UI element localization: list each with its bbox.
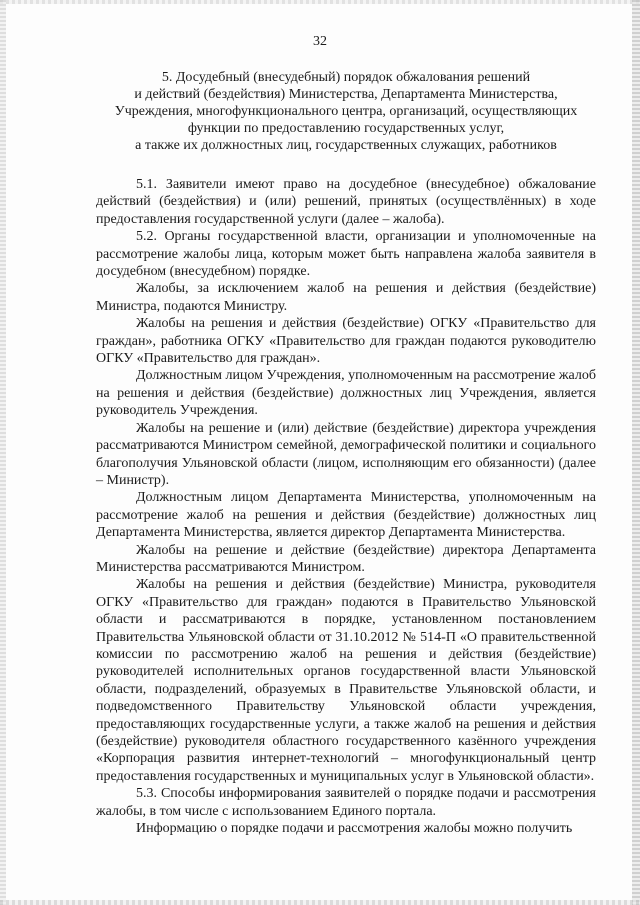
section-heading-line: и действий (бездействия) Министерства, Департамента Министерства,	[134, 87, 558, 102]
paragraph: Жалобы на решение и действие (бездействие) директора Департамента Министерства рассматриваются Министром.	[96, 542, 596, 575]
scan-edge-top	[0, 0, 640, 4]
scan-edge-right	[632, 0, 640, 905]
paragraph: Должностным лицом Учреждения, уполномоченным на рассмотрение жалоб на решения и действия (бездействие) должностных лиц Учреждения, является руководитель Учреждения.	[96, 368, 596, 419]
paragraph: Жалобы, за исключением жалоб на решения и действия (бездействие) Министра, подаются Министру.	[96, 281, 596, 314]
paragraph: Жалобы на решение и (или) действие (бездействие) директора учреждения рассматриваются Министром семейной, демографической политики и социального благополучия Ульяновской области (лицом, исполняющим его обязанности) (далее – Министр).	[96, 420, 596, 488]
page-number: 32	[313, 34, 327, 49]
paragraph: Жалобы на решения и действия (бездействие) ОГКУ «Правительство для граждан», работника ОГКУ «Правительство для граждан подаются руководителю ОГКУ «Правительство для граждан».	[96, 316, 596, 367]
paragraph: Должностным лицом Департамента Министерства, уполномоченным на рассмотрение жалоб на решения и действия (бездействие) должностных лиц Департамента Министерства, является директор Департамента Министерства.	[96, 490, 596, 541]
paragraph-5-1: 5.1. Заявители имеют право на досудебное (внесудебное) обжалование действий (бездействия) и (или) решений, принятых (осуществлённых) в ходе предоставления государственной услуги (далее – жалоба).	[96, 177, 596, 227]
scan-edge-left	[0, 0, 6, 905]
paragraph-5-3: 5.3. Способы информирования заявителей о порядке подачи и рассмотрения жалобы, в том числе с использованием Единого портала.	[96, 786, 596, 819]
section-heading-line: а также их должностных лиц, государственных служащих, работников	[135, 138, 557, 153]
scan-edge-bottom	[0, 900, 640, 905]
section-heading-line: Учреждения, многофункционального центра, организаций, осуществляющих	[114, 104, 578, 119]
paragraph: Жалобы на решения и действия (бездействие) Министра, руководителя ОГКУ «Правительство для граждан» подаются в Правительство Ульяновской области и рассматриваются в порядке, установленном постановлением Правительства Ульяновской области от 31.10.2012 № 514-П «О правительственной комиссии по рассмотрению жалоб на решения и действия (бездействие) руководителей исполнительных органов государственной власти Ульяновской области, подразделений, образуемых в Правительстве Ульяновской области, и подведомственного Правительству Ульяновской области учреждения, предоставляющих государственные услуги, а также жалоб на решения и действия (бездействие) руководителя областного государственного казённого учреждения «Корпорация развития интернет-технологий – многофункциональный центр предоставления государственных и муниципальных услуг в Ульяновской области».	[96, 577, 596, 784]
paragraph-5-2: 5.2. Органы государственной власти, организации и уполномоченные на рассмотрение жалобы лица, которым может быть направлена жалоба заявителя в досудебном (внесудебном) порядке.	[96, 229, 596, 280]
section-heading-line: 5. Досудебный (внесудебный) порядок обжалования решений	[161, 70, 531, 85]
section-heading	[96, 69, 596, 154]
section-heading-line: функции по предоставлению государственных услуг,	[187, 121, 505, 136]
paragraph: Информацию о порядке подачи и рассмотрения жалобы можно получить	[136, 821, 573, 837]
document-body	[96, 176, 596, 837]
